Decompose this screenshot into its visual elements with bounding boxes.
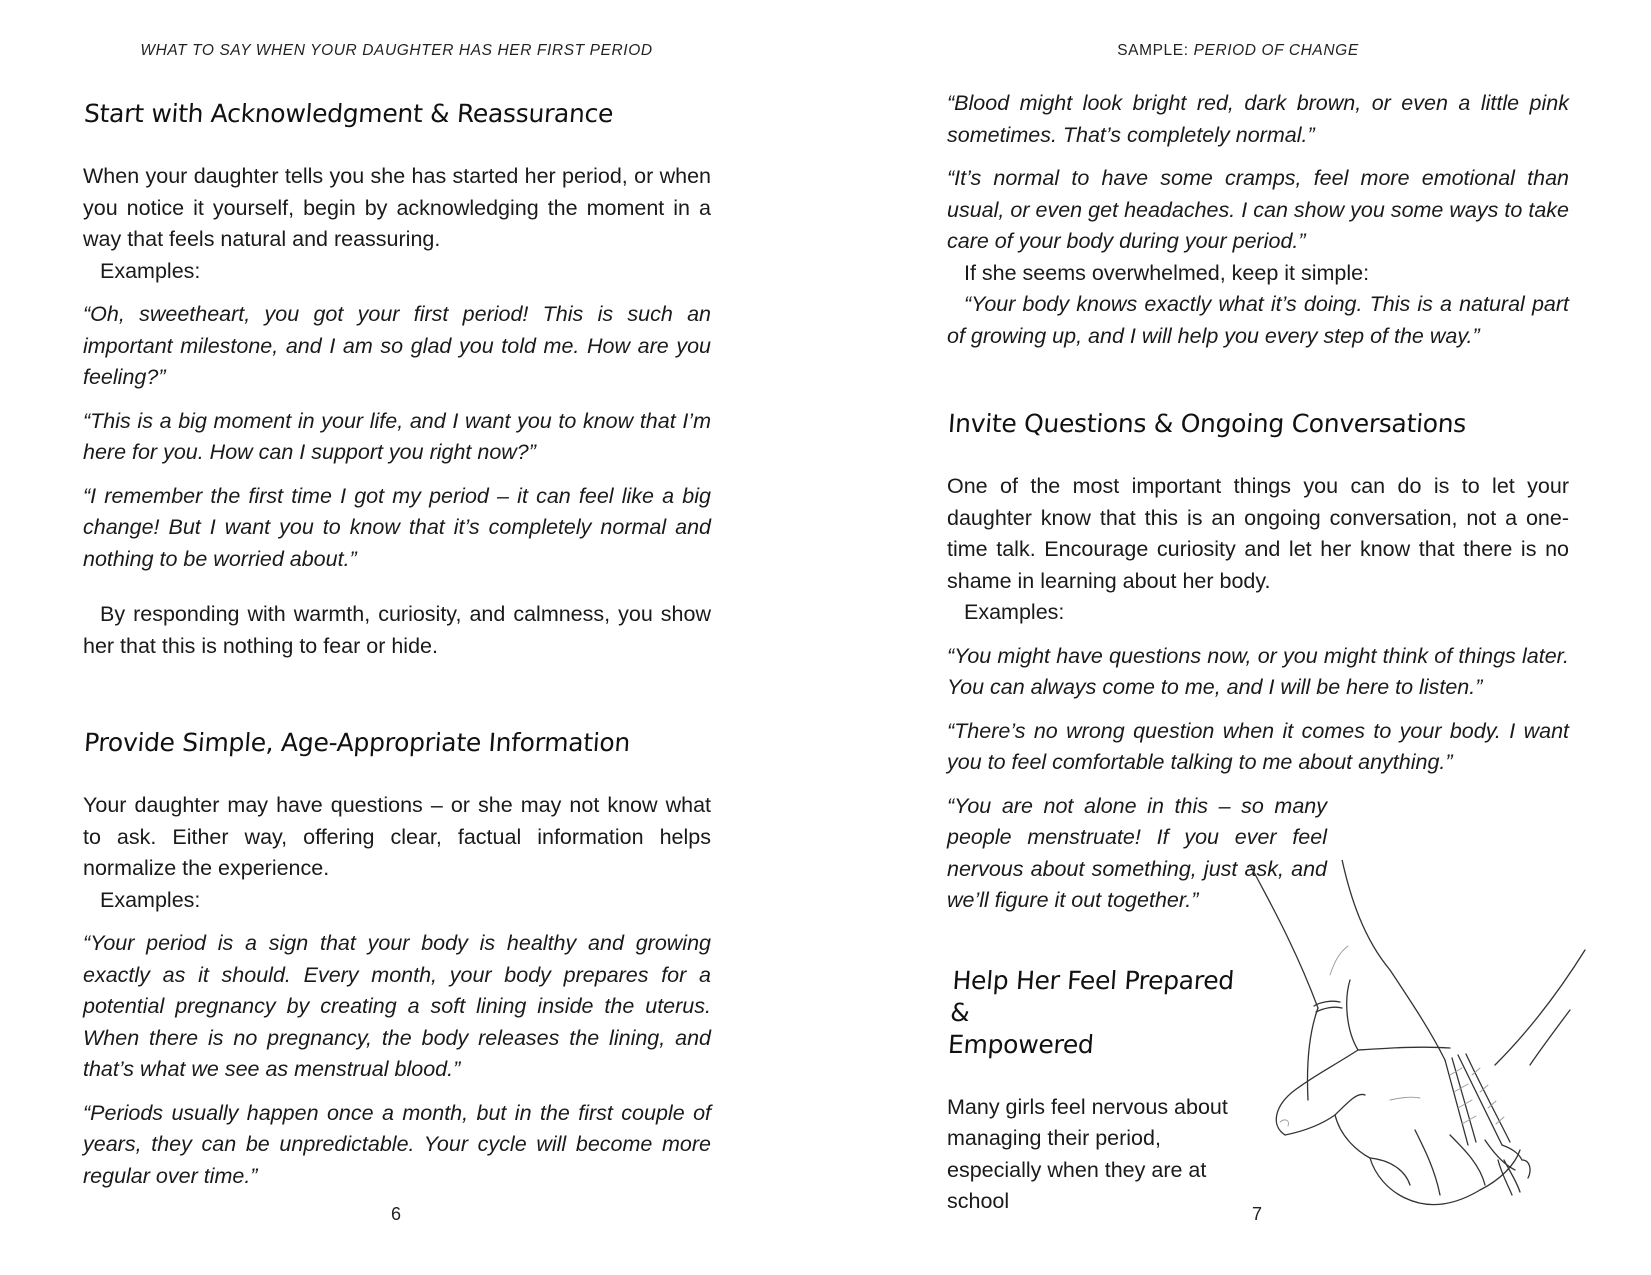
left-column [83, 98, 711, 1192]
section-heading-information: Provide Simple, Age-Appropriate Information [83, 728, 632, 757]
section-heading-prepared: Help Her Feel Prepared & Empowered [947, 965, 1235, 1059]
examples-label: Examples: [100, 258, 201, 283]
example-quote: “You might have questions now, or you might think of things later. You can always come to me, and I will be here to listen.” [947, 643, 1569, 699]
running-head-right: SAMPLE: PERIOD OF CHANGE [1117, 42, 1359, 59]
example-quote: “You are not alone in this – so many people menstruate! If you ever feel nervous about something, just ask, and we’ll figure it out together.” [947, 793, 1327, 912]
page-number-left: 6 [391, 1204, 402, 1224]
intro-paragraph: Many girls feel nervous about managing their period, especially when they are at school [947, 1094, 1228, 1213]
holding-hands-icon [1240, 860, 1600, 1220]
intro-paragraph: Your daughter may have questions – or she may not know what to ask. Either way, offering clear, factual information helps normalize the experience. [83, 793, 711, 880]
example-quote: “I remember the first time I got my period – it can feel like a big change! But I want you to know that it’s completely normal and nothing to be worried about.” [83, 483, 711, 571]
page-number-right: 7 [1252, 1204, 1263, 1224]
examples-label: Examples: [100, 887, 201, 912]
examples-label: Examples: [964, 600, 1065, 624]
example-quote: “There’s no wrong question when it comes to your body. I want you to feel comfortable talking to me about anything.” [947, 718, 1569, 774]
section-heading-questions: Invite Questions & Ongoing Conversations [947, 409, 1468, 438]
example-quote: “Oh, sweetheart, you got your first period! This is such an important milestone, and I am so glad you told me. How are you feeling?” [83, 302, 711, 389]
holding-hands-illustration [1240, 860, 1600, 1220]
example-quote: “Blood might look bright red, dark brown, or even a little pink sometimes. That’s completely normal.” [947, 91, 1569, 147]
simple-quote: “Your body knows exactly what it’s doing. This is a natural part of growing up, and I will help you every step of the way.” [947, 292, 1569, 348]
example-quote: “Periods usually happen once a month, but in the first couple of years, they can be unpredictable. Your cycle will become more regular over time.” [83, 1100, 711, 1188]
left-page [0, 0, 825, 1275]
example-quote: “This is a big moment in your life, and I want you to know that I’m here for you. How can I support you right now?” [83, 408, 711, 464]
running-head-left: WHAT TO SAY WHEN YOUR DAUGHTER HAS HER FIRST PERIOD [140, 42, 653, 59]
closing-paragraph: By responding with warmth, curiosity, and calmness, you show her that this is nothing to fear or hide. [83, 602, 711, 658]
example-quote: “It’s normal to have some cramps, feel more emotional than usual, or even get headaches. I can show you some ways to take care of your body during your period.” [947, 166, 1569, 253]
intro-paragraph: One of the most important things you can do is to let your daughter know that this is an ongoing conversation, not a one-time talk. Encourage curiosity and let her know that there is no shame in learning about her body. [947, 474, 1569, 593]
overwhelmed-note: If she seems overwhelmed, keep it simple: [964, 260, 1370, 285]
intro-paragraph: When your daughter tells you she has started her period, or when you notice it yourself, begin by acknowledging the moment in a way that feels natural and reassuring. [83, 164, 711, 251]
section-heading-acknowledgment: Start with Acknowledgment & Reassurance [83, 99, 615, 128]
example-quote: “Your period is a sign that your body is healthy and growing exactly as it should. Every month, your body prepares for a potential pregnancy by creating a soft lining inside the uterus. When there is no pregnancy, the body releases the lining, and that’s what we see as menstrual blood.” [83, 931, 711, 1081]
